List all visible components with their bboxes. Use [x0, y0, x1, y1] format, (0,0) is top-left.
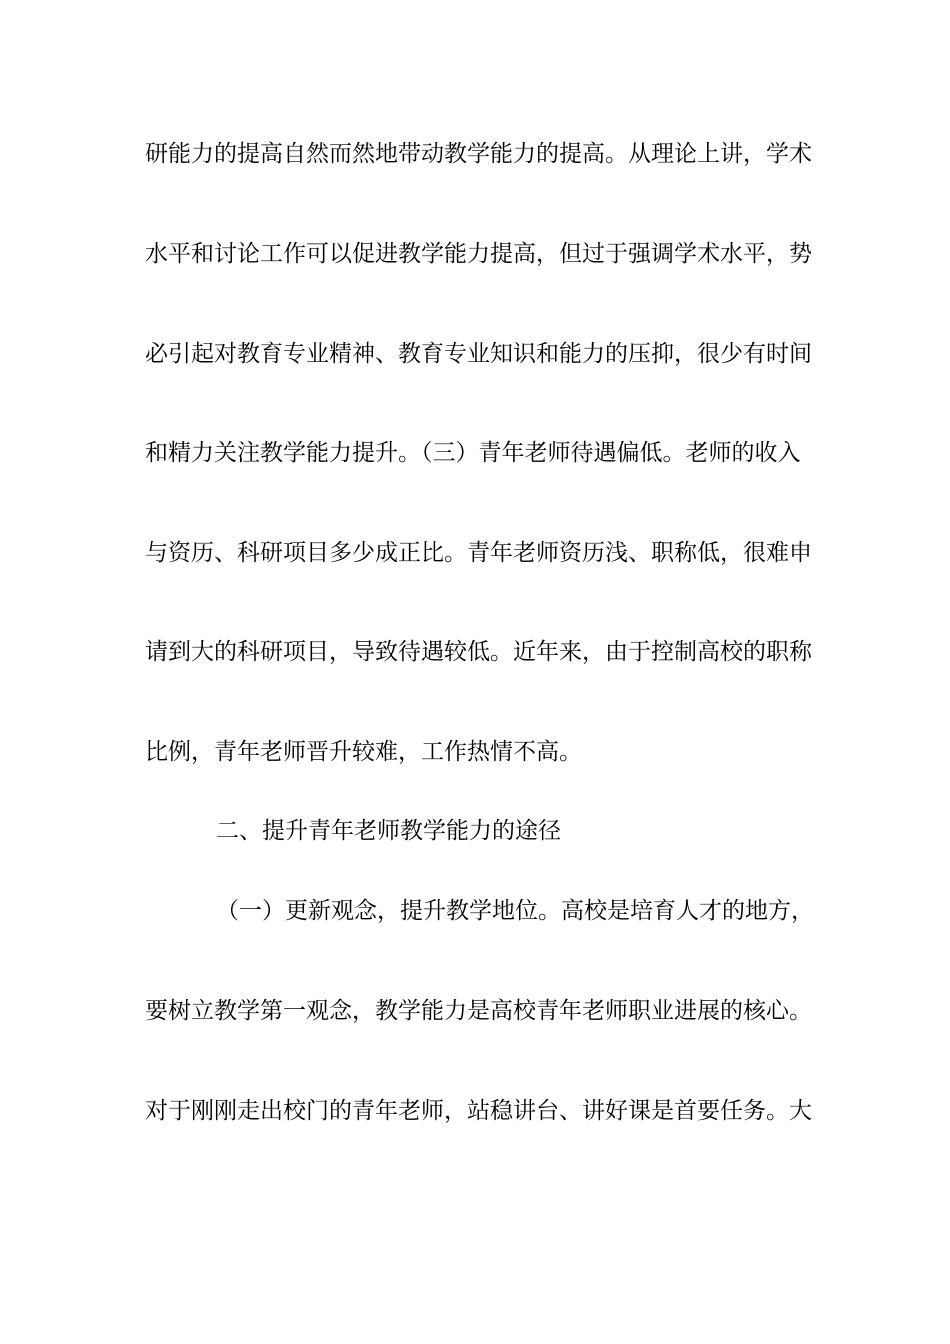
subsection-paragraph-line: （一）更新观念，提升教学地位。高校是培育人才的地方，: [216, 898, 814, 924]
paragraph-line: 水平和讨论工作可以促进教学能力提高，但过于强调学术水平，势: [145, 241, 812, 267]
subsection-paragraph-line: 对于刚刚走出校门的青年老师，站稳讲台、讲好课是首要任务。大: [145, 1098, 812, 1124]
paragraph-line: 比例，青年老师晋升较难，工作热情不高。: [145, 739, 582, 765]
paragraph-line: 请到大的科研项目，导致待遇较低。近年来，由于控制高校的职称: [145, 639, 812, 665]
paragraph-line: 和精力关注教学能力提升。（三）青年老师待遇偏低。老师的收入: [145, 440, 801, 466]
subsection-paragraph-line: 要树立教学第一观念，教学能力是高校青年老师职业进展的核心。: [145, 998, 812, 1024]
paragraph-line: 必引起对教育专业精神、教育专业知识和能力的压抑，很少有时间: [145, 341, 812, 367]
paragraph-line: 研能力的提高自然而然地带动教学能力的提高。从理论上讲，学术: [145, 141, 812, 167]
section-heading: 二、提升青年老师教学能力的途径: [216, 818, 561, 844]
paragraph-line: 与资历、科研项目多少成正比。青年老师资历浅、职称低，很难申: [145, 540, 812, 566]
